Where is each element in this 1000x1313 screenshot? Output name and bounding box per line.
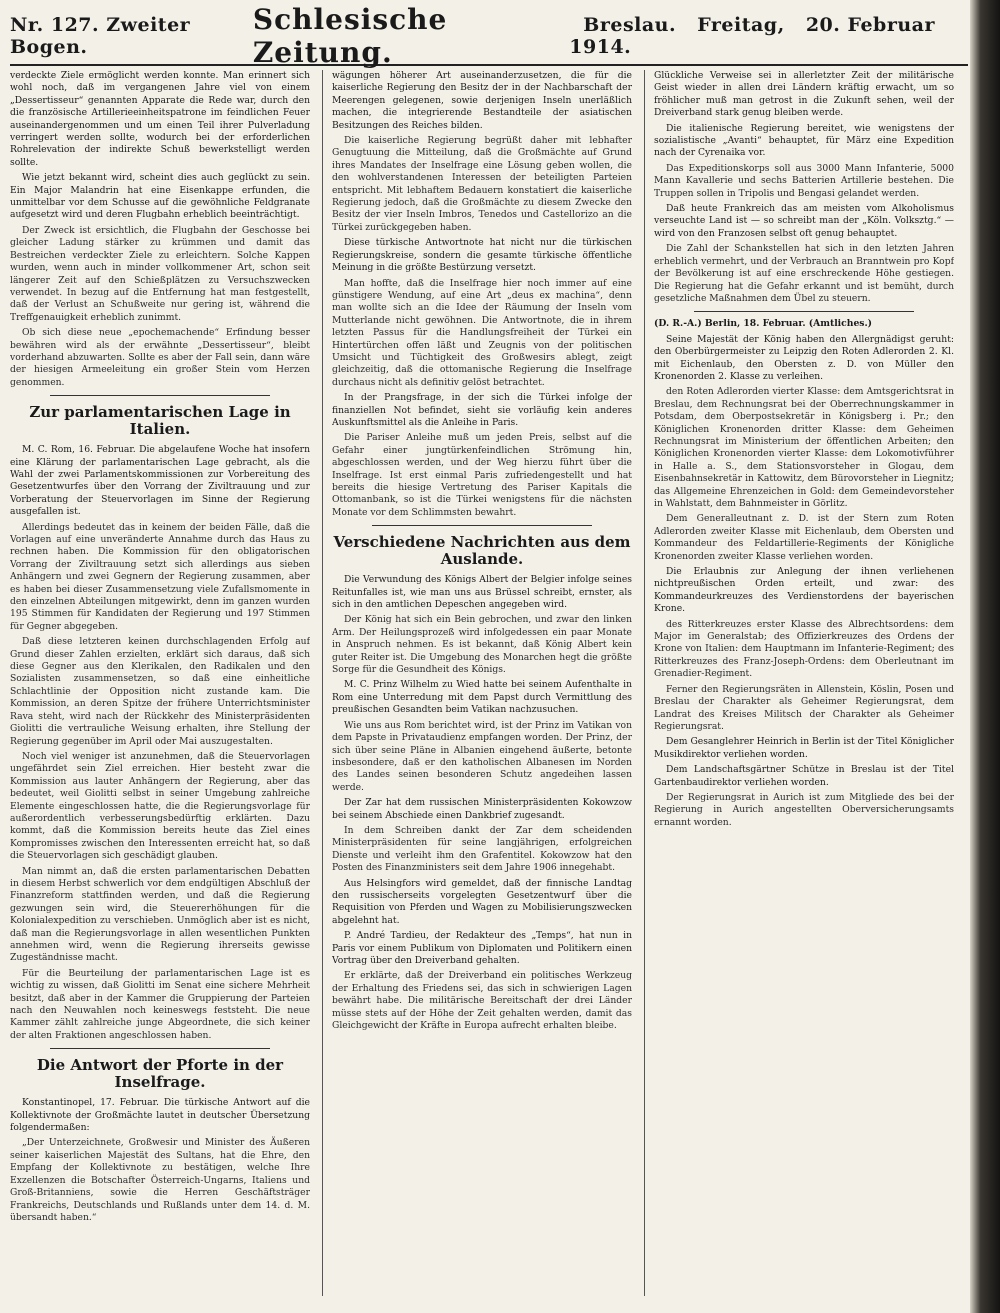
article-paragraph: Wie uns aus Rom berichtet wird, ist der Prinz im Vatikan von dem Papste in Privataudienz empfangen worden. Der Prinz, der sich über seine Pläne in Albanien eingehend äußerte, betonte insbesondere, daß er den katholischen Albanesen im Norden des Landes seinen besonderen Schutz angedeihen lassen werde.	[332, 719, 632, 793]
article-paragraph: Aus Helsingfors wird gemeldet, daß der finnische Landtag den russischerseits vorgelegten Gesetzentwurf über die Requisition von Pferden und Wagen zu Mobilisierungszwecken abgelehnt hat.	[332, 877, 632, 926]
masthead-issue	[10, 14, 253, 58]
article-paragraph: Noch viel weniger ist anzunehmen, daß die Steuervorlagen ungefährdet sein Ziel erreichen. Hier besteht zwar die Kommission aus lauter Anhängern der Regierung, aber das bedeutet, weil Giolitti selbst in seiner Umgebung zahlreiche Elemente eingeschlossen hatte, die die Regierungsvorlage für außerordentlich verbesserungsbedürftig erklärten. Dazu kommt, daß die Kommission bereits heute das Ziel eines Kompromisses zwischen den Interessenten erreicht hat, so daß die Steuervorlagen sich geschädigt glauben.	[10, 750, 310, 862]
article-paragraph: verdeckte Ziele ermöglicht werden konnte. Man erinnert sich wohl noch, daß im vergangenen Jahre viel von einem „Dessertisseur“ genannten Apparate die Rede war, durch den die französische Artillerieeinheitspatrone im feindlichen Feuer auseinandergenommen und um einen Teil ihrer Pulverladung verringert werden sollte, wodurch bei der erforderlichen Rohrelevation der indirekte Schuß bewerkstelligt werden sollte.	[10, 70, 310, 168]
headline-pforte: Die Antwort der Pforte in der Inselfrage.	[36, 1056, 284, 1092]
article-paragraph: Die Pariser Anleihe muß um jeden Preis, selbst auf die Gefahr einer jungtürkenfeindlichen Strömung hin, abgeschlossen werden, und der Weg hierzu führt über die Inselfrage. Ist erst einmal Paris zufriedengestellt und hat bereits die hiesige Vertretung des Pariser Kapitals die Ottomanbank, so ist die Türkei wenigstens für die nächsten Monate vor dem Schlimmsten bewahrt.	[332, 432, 632, 518]
masthead-date	[569, 14, 968, 58]
article-paragraph: Der Zweck ist ersichtlich, die Flugbahn der Geschosse bei gleicher Ladung stärker zu krümmen und damit das Bestreichen verdeckter Ziele zu erleichtern. Solche Kappen wurden, wenn auch in minder vollkommener Art, schon seit längerer Zeit auf den Schießplätzen zu Versuchszwecken verwendet. In bezug auf die Entfernung hat man festgestellt, daß der Verlust an Schußweite nur gering ist, während die Treffgenauigkeit erheblich zunimmt.	[10, 224, 310, 323]
article-paragraph: Die Verwundung des Königs Albert der Belgier infolge seines Reitunfalles ist, wie man uns aus Brüssel schreibt, ernster, als sich in den amtlichen Depeschen angegeben wird.	[332, 574, 632, 611]
section-divider	[694, 311, 914, 312]
article-paragraph: Das Expeditionskorps soll aus 3000 Mann Infanterie, 5000 Mann Kavallerie und sechs Batterien Artillerie bestehen. Die Truppen sollen in Tripolis und Bengasi gelandet werden.	[654, 162, 954, 199]
column-2	[332, 70, 632, 1296]
article-paragraph: Ob sich diese neue „epochemachende“ Erfindung besser bewähren wird als der erwähnte „Dessertisseur“, bleibt vorderhand abzuwarten. Sollte es aber der Fall sein, dann wäre der hiesigen Armeeleitung ein großer Stein vom Herzen genommen.	[10, 327, 310, 388]
article-paragraph: Wie jetzt bekannt wird, scheint dies auch geglückt zu sein. Ein Major Malandrin hat eine Eisenkappe erfunden, die unmittelbar vor dem Schusse auf die gewöhnliche Feldgranate aufgesetzt wird und deren Flugbahn erheblich beeinträchtigt.	[10, 172, 310, 221]
article-paragraph: Er erklärte, daß der Dreiverband ein politisches Werkzeug der Erhaltung des Friedens sei, das sich in schwierigen Lagen bewährt habe. Die militärische Bereitschaft der drei Länder müsse stets auf der Höhe der Zeit gehalten werden, damit das Gleichgewicht der Kräfte in Europa aufrecht erhalten bleibe.	[332, 970, 632, 1032]
article-paragraph: Dem Gesanglehrer Heinrich in Berlin ist der Titel Königlicher Musikdirektor verliehen worden.	[654, 736, 954, 760]
city-label: Breslau.	[583, 14, 677, 36]
article-paragraph: Die Erlaubnis zur Anlegung der ihnen verliehenen nichtpreußischen Orden erteilt, und zwar: des Kommandeurkreuzes des Verdienstordens der bayerischen Krone.	[654, 566, 954, 615]
article-paragraph: Konstantinopel, 17. Februar. Die türkische Antwort auf die Kollektivnote der Großmächte lautet in deutscher Übersetzung folgendermaßen:	[10, 1097, 310, 1134]
article-paragraph: Glückliche Verweise sei in allerletzter Zeit der militärische Geist wieder in allen drei Ländern kräftig erwacht, um so fröhlicher muß man getrost in die Zukunft sehen, weil der Dreiverband stark genug bleiben werde.	[654, 70, 954, 119]
article-paragraph: M. C. Prinz Wilhelm zu Wied hatte bei seinem Aufenthalte in Rom eine Unterredung mit dem Papst durch Vermittlung des preußischen Gesandten beim Vatikan nachzusuchen.	[332, 679, 632, 716]
article-paragraph: Dem Landschaftsgärtner Schütze in Breslau ist der Titel Gartenbaudirektor verliehen worden.	[654, 764, 954, 788]
article-paragraph: Dem Generalleutnant z. D. ist der Stern zum Roten Adlerorden zweiter Klasse mit Eichenlaub, dem Obersten und Kommandeur des Feldartillerie-Regiments der Königliche Kronenorden zweiter Klasse verliehen worden.	[654, 513, 954, 562]
section-divider	[372, 525, 592, 526]
article-paragraph: Die Zahl der Schankstellen hat sich in den letzten Jahren erheblich vermehrt, und der Verbrauch an Branntwein pro Kopf der Bevölkerung ist auf eine erschreckende Höhe gestiegen. Die Regierung hat die Gefahr erkannt und ist bemüht, durch gesetzliche Maßnahmen dem Übel zu steuern.	[654, 243, 954, 304]
section-divider	[50, 1048, 270, 1049]
article-paragraph: Der König hat sich ein Bein gebrochen, und zwar den linken Arm. Der Heilungsprozeß wird infolgedessen ein paar Monate in Anspruch nehmen. Es ist bekannt, daß König Albert kein guter Reiter ist. Die Umgebung des Monarchen hegt die größte Sorge für die Gesundheit des Königs.	[332, 614, 632, 676]
sheet-label: Zweiter Bogen.	[10, 14, 191, 58]
article-paragraph: In dem Schreiben dankt der Zar dem scheidenden Ministerpräsidenten für seine langjährigen, erfolgreichen Dienste und verleiht ihm den Grafentitel. Kokowzow hat den Posten des Finanzministers seit dem Jahre 1906 innegehabt.	[332, 824, 632, 874]
article-paragraph: „Der Unterzeichnete, Großwesir und Minister des Äußeren seiner kaiserlichen Majestät des Sultans, hat die Ehre, den Empfang der Kollektivnote zu bestätigen, welche Ihre Exzellenzen die Botschafter Österreich-Ungarns, Italiens und Groß-Britanniens, sowie die Herren Geschäftsträger Frankreichs, Deutschlands und Rußlands unter dem 14. d. M. übersandt haben.“	[10, 1137, 310, 1223]
article-paragraph: Daß heute Frankreich das am meisten vom Alkoholismus verseuchte Land ist — so schreibt man der „Köln. Volksztg.“ — wird von den Franzosen selbst oft genug behauptet.	[654, 203, 954, 239]
article-paragraph: Für die Beurteilung der parlamentarischen Lage ist es wichtig zu wissen, daß Giolitti im Senat eine sichere Mehrheit besitzt, daß aber in der Kammer die Gruppierung der Parteien nach den Neuwahlen noch keineswegs feststeht. Die neue Kammer zählt zahlreiche junge Abgeordnete, die sich keiner der alten Fraktionen angeschlossen haben.	[10, 967, 310, 1041]
newspaper-page	[10, 3, 968, 1298]
weekday-label: Freitag,	[697, 14, 785, 36]
article-paragraph: Seine Majestät der König haben den Allergnädigst geruht: den Oberbürgermeister zu Leipzig den Roten Adlerorden 2. Kl. mit Eichenlaub, den Obersten z. D. von Müller den Kronenorden 2. Klasse zu verleihen.	[654, 333, 954, 382]
article-paragraph: Ferner den Regierungsräten in Allenstein, Köslin, Posen und Breslau der Charakter als Geheimer Regierungsrat, dem Landrat des Kreises Militsch der Charakter als Geheimer Regierungsrat.	[654, 683, 954, 732]
article-paragraph: Man hoffte, daß die Inselfrage hier noch immer auf eine günstigere Wendung, auf eine Art „deus ex machina“, denn man wollte sich an die Idee der Räumung der Inseln vom Mutterlande nicht gewöhnen. Die Antwortnote, die in ihrem letzten Passus für die Handlungsfreiheit der Türkei ein Hintertürchen offen läßt und Zeugnis von der politischen Umsicht und Tüchtigkeit des Großwesirs ablegt, zeigt gleichzeitig, daß die ottomanische Regierung die Inselfrage durchaus nicht als definitiv gelöst betrachtet.	[332, 277, 632, 388]
article-paragraph: Der Regierungsrat in Aurich ist zum Mitgliede des bei der Regierung in Aurich angestellten Oberversicherungsamts ernannt worden.	[654, 791, 954, 828]
article-paragraph: M. C. Rom, 16. Februar. Die abgelaufene Woche hat insofern eine Klärung der parlamentarischen Lage gebracht, als die Wahl der zwei Parlamentskommissionen zur Vorbereitung des Gesetzentwurfes über den Vorrang der Ziviltrauung und zur Vorberatung der Steuervorlagen im Sinne der Regierung ausgefallen ist.	[10, 444, 310, 518]
article-paragraph: wägungen höherer Art auseinanderzusetzen, die für die kaiserliche Regierung den Besitz der in der Nachbarschaft der Meerengen gelegenen, sowie derjenigen Inseln unerläßlich machen, die integrierende Bestandteile der asiatischen Besitzungen des Reiches bilden.	[332, 70, 632, 131]
column-1	[10, 70, 310, 1296]
article-paragraph: In der Prangsfrage, in der sich die Türkei infolge der finanziellen Not befindet, sieht sie vorläufig kein anderes Auskunftsmittel als die Anleihe in Paris.	[332, 392, 632, 428]
headline-ausland: Verschiedene Nachrichten aus dem Auslande.	[333, 533, 631, 569]
column-3	[654, 70, 954, 1296]
newspaper-title: Schlesische Zeitung.	[252, 3, 448, 69]
article-paragraph: des Ritterkreuzes erster Klasse des Albrechtsordens: dem Major im Generalstab; des Offizierkreuzes des Ordens der Krone von Italien: dem Hauptmann im Infanterie-Regiment; des Ritterkreuzes des Franz-Joseph-Ordens: dem Oberleutnant im Grenadier-Regiment.	[654, 618, 954, 680]
column-rule	[644, 70, 645, 1296]
column-rule	[322, 70, 323, 1296]
masthead	[10, 3, 968, 69]
article-paragraph: Man nimmt an, daß die ersten parlamentarischen Debatten in diesem Herbst schwerlich vor dem endgültigen Abschluß der Finanzreform stattfinden werden, und daß die Regierung gezwungen sein wird, die Steuererhöhungen für die Kolonialexpedition zu verschieben. Unmöglich aber ist es nicht, daß man die Regierungsvorlage in allen wesentlichen Punkten annehmen wird, wenn die Regierung ihrerseits gewisse Zugeständnisse macht.	[10, 865, 310, 964]
article-paragraph: Der Zar hat dem russischen Ministerpräsidenten Kokowzow bei seinem Abschiede einen Dankbrief zugesandt.	[332, 797, 632, 821]
article-paragraph: den Roten Adlerorden vierter Klasse: dem Amtsgerichtsrat in Breslau, dem Rechnungsrat bei der Oberrechnungskammer in Potsdam, dem Oberpostsekretär in Königsberg i. Pr.; den Königlichen Kronenorden dritter Klasse: dem Geheimen Rechnungsrat im Ministerium der öffentlichen Arbeiten; den Königlichen Kronenorden vierter Klasse: dem Lokomotivführer in Halle a. S., dem Stationsvorsteher in Glogau, dem Eisenbahnsekretär in Kattowitz, dem Bürovorsteher in Liegnitz; das Allgemeine Ehrenzeichen in Gold: dem Gemeindevorsteher in Wahlstatt, dem Bahnmeister in Görlitz.	[654, 386, 954, 509]
article-paragraph: Die kaiserliche Regierung begrüßt daher mit lebhafter Genugtuung die Mitteilung, daß die Großmächte auf Grund ihres Mandates der Inselfrage eine Lösung geben wollen, die den wohlverstandenen Interessen der beteiligten Parteien entspricht. Mit lebhaftem Bedauern konstatiert die kaiserliche Regierung jedoch, daß die Großmächte zu diesem Zwecke den Besitz der vier Inseln Imbros, Tenedos und Castellorizo an die Türkei zurückgegeben haben.	[332, 135, 632, 233]
section-divider	[50, 395, 270, 396]
article-paragraph: Diese türkische Antwortnote hat nicht nur die türkischen Regierungskreise, sondern die gesamte türkische öffentliche Meinung in die größte Bestürzung versetzt.	[332, 237, 632, 274]
official-dateline: (D. R.-A.) Berlin, 18. Februar. (Amtliches.)	[654, 318, 873, 330]
issue-number: Nr. 127.	[10, 14, 100, 36]
article-paragraph: Die italienische Regierung bereitet, wie wenigstens der sozialistische „Avanti“ behauptet, für März eine Expedition nach der Cyrenaika vor.	[654, 122, 954, 159]
date-label: 20. Februar 1914.	[569, 14, 935, 58]
article-paragraph: Allerdings bedeutet das in keinem der beiden Fälle, daß die Vorlagen auf eine unveränderte Annahme durch das Haus zu rechnen haben. Die Kommission für den obligatorischen Vorrang der Ziviltrauung setzt sich allerdings aus sieben Anhängern und zwei Gegnern der Regierung zusammen, aber es haben bei dieser Zusammensetzung viele Zufallsmomente in den einzelnen Abteilungen mitgewirkt, denn im ganzen wurden 195 Stimmen für Kandidaten der Regierung und 197 Stimmen für Gegner abgegeben.	[10, 521, 310, 632]
book-binding-shadow	[970, 0, 1000, 1313]
headline-italy: Zur parlamentarischen Lage in Italien.	[29, 403, 291, 439]
article-paragraph: P. André Tardieu, der Redakteur des „Temps“, hat nun in Paris vor einem Publikum von Diplomaten und Politikern einen Vortrag über den Dreiverband gehalten.	[332, 930, 632, 966]
article-paragraph: Daß diese letzteren keinen durchschlagenden Erfolg auf Grund dieser Zahlen erzielten, erklärt sich daraus, daß sich diese Gegner aus den Klerikalen, den Radikalen und den Sozialisten zusammensetzen, so daß eine einheitliche Schlachtlinie der Opposition nicht zustande kam. Die Kommission, an deren Spitze der frühere Unterrichtsminister Rava steht, wird nach der Rückkehr des Ministerpräsidenten Giolitti die vertrauliche Weisung erhalten, ihre Stellung der Regierung gegenüber im April oder Mai auszugestalten.	[10, 636, 310, 747]
